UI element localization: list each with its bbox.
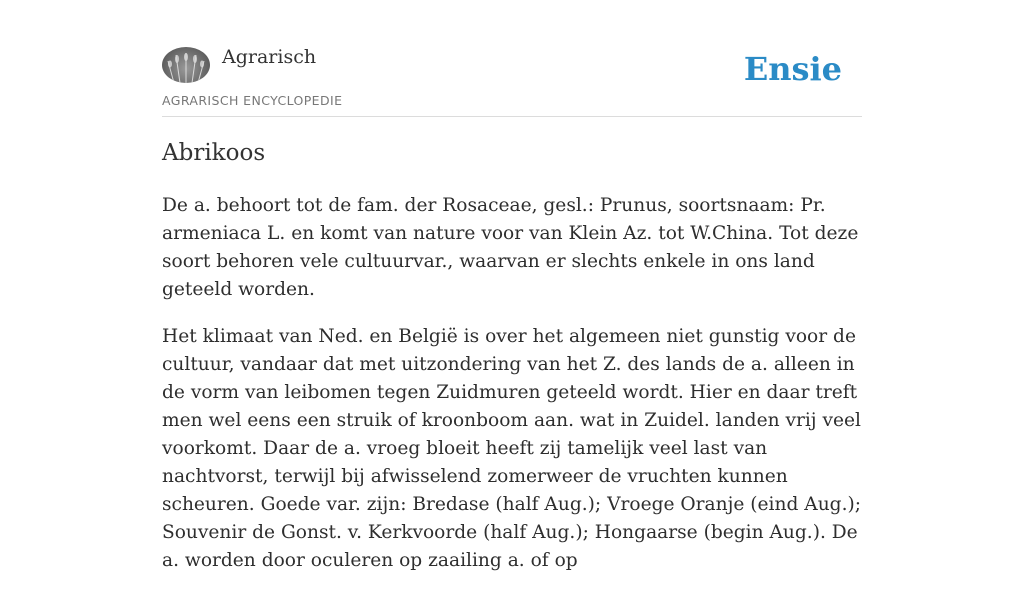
article-paragraph: De a. behoort tot de fam. der Rosaceae, gesl.: Prunus, soortsnaam: Pr. armeniaca L. en komt van nature voor van Klein Az. tot W.China. Tot deze soort behoren vele cultuurvar., waarvan er slechts enkele in ons land geteeld worden. (162, 195, 859, 300)
brand-logo[interactable]: Ensie (743, 50, 842, 88)
page-container (162, 0, 862, 571)
article-paragraph: Het klimaat van Ned. en België is over het algemeen niet gunstig voor de cultuur, vandaar dat met uitzondering van het Z. des lands de a. alleen in de vorm van leibomen tegen Zuidmuren geteeld wordt. Hier en daar treft men wel eens een struik of kroonboom aan. wat in Zuidel. landen vrij veel voorkomt. Daar de a. vroeg bloeit heeft zij tamelijk veel last van nachtvorst, terwijl bij afwisselend zomerweer de vruchten kunnen scheuren. Goede var. zijn: Bredase (half Aug.); Vroege Oranje (eind Aug.); Souvenir de Gonst. v. Kerkvoorde (half Aug.); Hongaarse (begin Aug.). De a. worden door oculeren op zaailing a. of op (162, 326, 862, 571)
site-subtitle: AGRARISCH ENCYCLOPEDIE (162, 93, 343, 108)
article-body (162, 192, 867, 594)
page-title: Abrikoos (162, 140, 266, 166)
wheat-logo-icon[interactable] (162, 47, 210, 83)
site-header (162, 0, 862, 117)
site-title[interactable]: Agrarisch (222, 46, 317, 68)
